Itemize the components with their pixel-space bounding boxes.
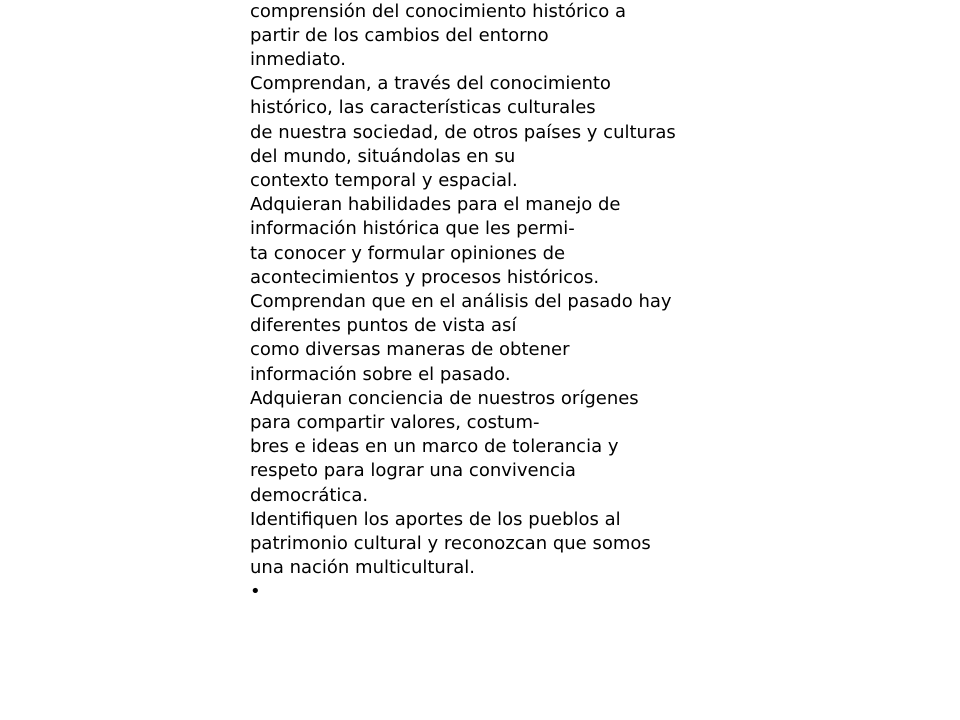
text-line: del mundo, situándolas en su: [250, 145, 516, 167]
text-line: de nuestra sociedad, de otros países y culturas: [250, 121, 676, 143]
text-line: Comprendan, a través del conocimiento: [250, 73, 611, 95]
text-line: diferentes puntos de vista así: [250, 315, 517, 337]
text-line: inmediato.: [250, 48, 346, 70]
text-line: para compartir valores, costum-: [250, 411, 540, 433]
text-line: Comprendan que en el análisis del pasado hay: [250, 290, 672, 312]
text-line: partir de los cambios del entorno: [250, 24, 549, 46]
text-line: como diversas maneras de obtener: [250, 339, 570, 361]
text-line: Adquieran conciencia de nuestros orígenes: [250, 387, 639, 409]
text-line: comprensión del conocimiento histórico a: [250, 0, 627, 22]
text-line: bres e ideas en un marco de tolerancia y: [250, 436, 619, 458]
text-line: democrática.: [250, 484, 369, 506]
text-line: Adquieran habilidades para el manejo de: [250, 194, 621, 216]
text-line: información sobre el pasado.: [250, 363, 511, 385]
text-line: respeto para lograr una convivencia: [250, 460, 576, 482]
slide-text-body: [250, 0, 770, 605]
text-line: contexto temporal y espacial.: [250, 169, 518, 191]
text-line: información histórica que les permi-: [250, 218, 575, 240]
text-line: ta conocer y formular opiniones de: [250, 242, 566, 264]
text-line: acontecimientos y procesos históricos.: [250, 266, 600, 288]
text-line: Identifiquen los aportes de los pueblos al: [250, 508, 621, 530]
text-line: histórico, las características culturales: [250, 97, 596, 119]
text-line: patrimonio cultural y reconozcan que somos: [250, 532, 651, 554]
bullet-point: •: [250, 581, 261, 603]
text-line: una nación multicultural.: [250, 557, 475, 579]
